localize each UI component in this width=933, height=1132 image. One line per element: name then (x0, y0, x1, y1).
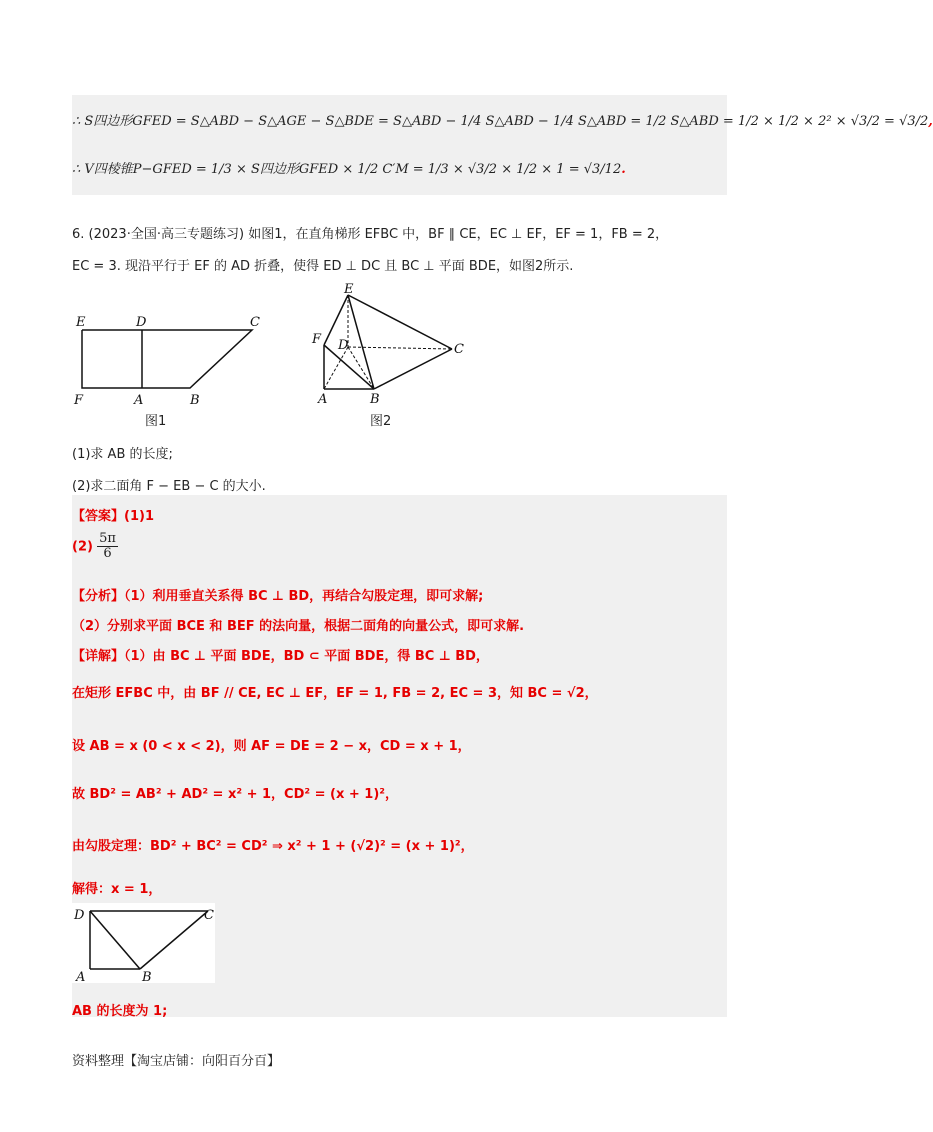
detail-label: 【详解】 (72, 649, 125, 664)
figure-3-abcd (72, 903, 222, 983)
fig2-label-f: F (312, 332, 322, 347)
answer-2-fraction: $\frac{5\pi}{6}$ (99, 531, 116, 562)
fig2-label-b: B (370, 392, 380, 407)
detail-line1: 【详解】（1）由 BC ⊥ 平面 BDE，BD ⊂ 平面 BDE，得 BC ⊥ BD， (72, 649, 489, 664)
problem-text1: 如图1，在直角梯形 EFBC 中，BF ∥ CE，EC ⊥ EF，EF = 1，FB = 2， (248, 227, 669, 242)
fig3-label-b: B (142, 970, 152, 985)
fig1-label-c: C (250, 315, 260, 330)
analysis-label: 【分析】 (72, 589, 125, 604)
answer-label: 【答案】 (72, 509, 125, 524)
figure-1-caption: 图1 (145, 414, 167, 429)
fig2-label-c: C (454, 342, 464, 357)
analysis-line1: 【分析】（1）利用垂直关系得 BC ⊥ BD，再结合勾股定理，即可求解; (72, 589, 484, 604)
figure-2-folded-solid (310, 282, 470, 407)
fig2-label-d: D (338, 338, 349, 353)
fig3-label-c: C (204, 908, 214, 923)
detail-line5: 由勾股定理：BD² + BC² = CD² ⇒ x² + 1 + (√2)² = (x + 1)²， (72, 839, 474, 854)
fig1-label-f: F (74, 393, 84, 408)
answer-1: (1)1 (124, 509, 154, 524)
detail-line2: 在矩形 EFBC 中，由 BF // CE, EC ⊥ EF，EF = 1, FB = 2, EC = 3，知 BC = √2， (72, 686, 598, 701)
question-2: (2)求二面角 F − EB − C 的大小. (72, 479, 266, 494)
problem-statement-line2: EC = 3. 现沿平行于 EF 的 AD 折叠，使得 ED ⊥ DC 且 BC ⊥ 平面 BDE，如图2所示. (72, 259, 574, 274)
figure-2-caption: 图2 (370, 414, 392, 429)
fig2-label-a: A (318, 392, 328, 407)
question-1: (1)求 AB 的长度; (72, 447, 173, 462)
problem-source: (2023·全国·高三专题练习) (88, 227, 245, 242)
problem-number: 6. (72, 227, 85, 242)
fig1-label-e: E (76, 315, 86, 330)
fig1-label-b: B (190, 393, 200, 408)
fig3-label-a: A (76, 970, 86, 985)
detail-line4: 故 BD² = AB² + AD² = x² + 1，CD² = (x + 1)²， (72, 787, 398, 802)
figure-1-trapezoid (72, 310, 272, 410)
area-equation-line: ∴ S四边形GFED = S△ABD − S△AGE − S△BDE = S△ABD − 1/4 S△ABD − 1/4 S△ABD = 1/2 S△ABD = 1/2 × 1/2 × 2² × √3/2 = √3/2, (72, 114, 933, 129)
analysis-line2: （2）分别求平面 BCE 和 BEF 的法向量，根据二面角的向量公式，即可求解. (72, 619, 525, 634)
answer-line2: (2) $\frac{5\pi}{6}$ (72, 531, 116, 562)
detail-line6: 解得：x = 1， (72, 882, 162, 897)
fig1-label-a: A (134, 393, 144, 408)
problem-statement-line1 (72, 223, 668, 242)
fig3-label-d: D (74, 908, 85, 923)
volume-equation-line: ∴ V四棱锥P−GFED = 1/3 × S四边形GFED × 1/2 C′M = 1/3 × √3/2 × 1/2 × 1 = √3/12. (72, 162, 626, 177)
detail-line3: 设 AB = x (0 < x < 2)，则 AF = DE = 2 − x，CD = x + 1， (72, 739, 471, 754)
footer-source: 资料整理【淘宝店铺：向阳百分百】 (72, 1054, 281, 1069)
fig1-label-d: D (136, 315, 147, 330)
detail-line7: AB 的长度为 1; (72, 1004, 168, 1019)
fig2-label-e: E (344, 282, 354, 297)
answer-line1 (72, 505, 154, 524)
